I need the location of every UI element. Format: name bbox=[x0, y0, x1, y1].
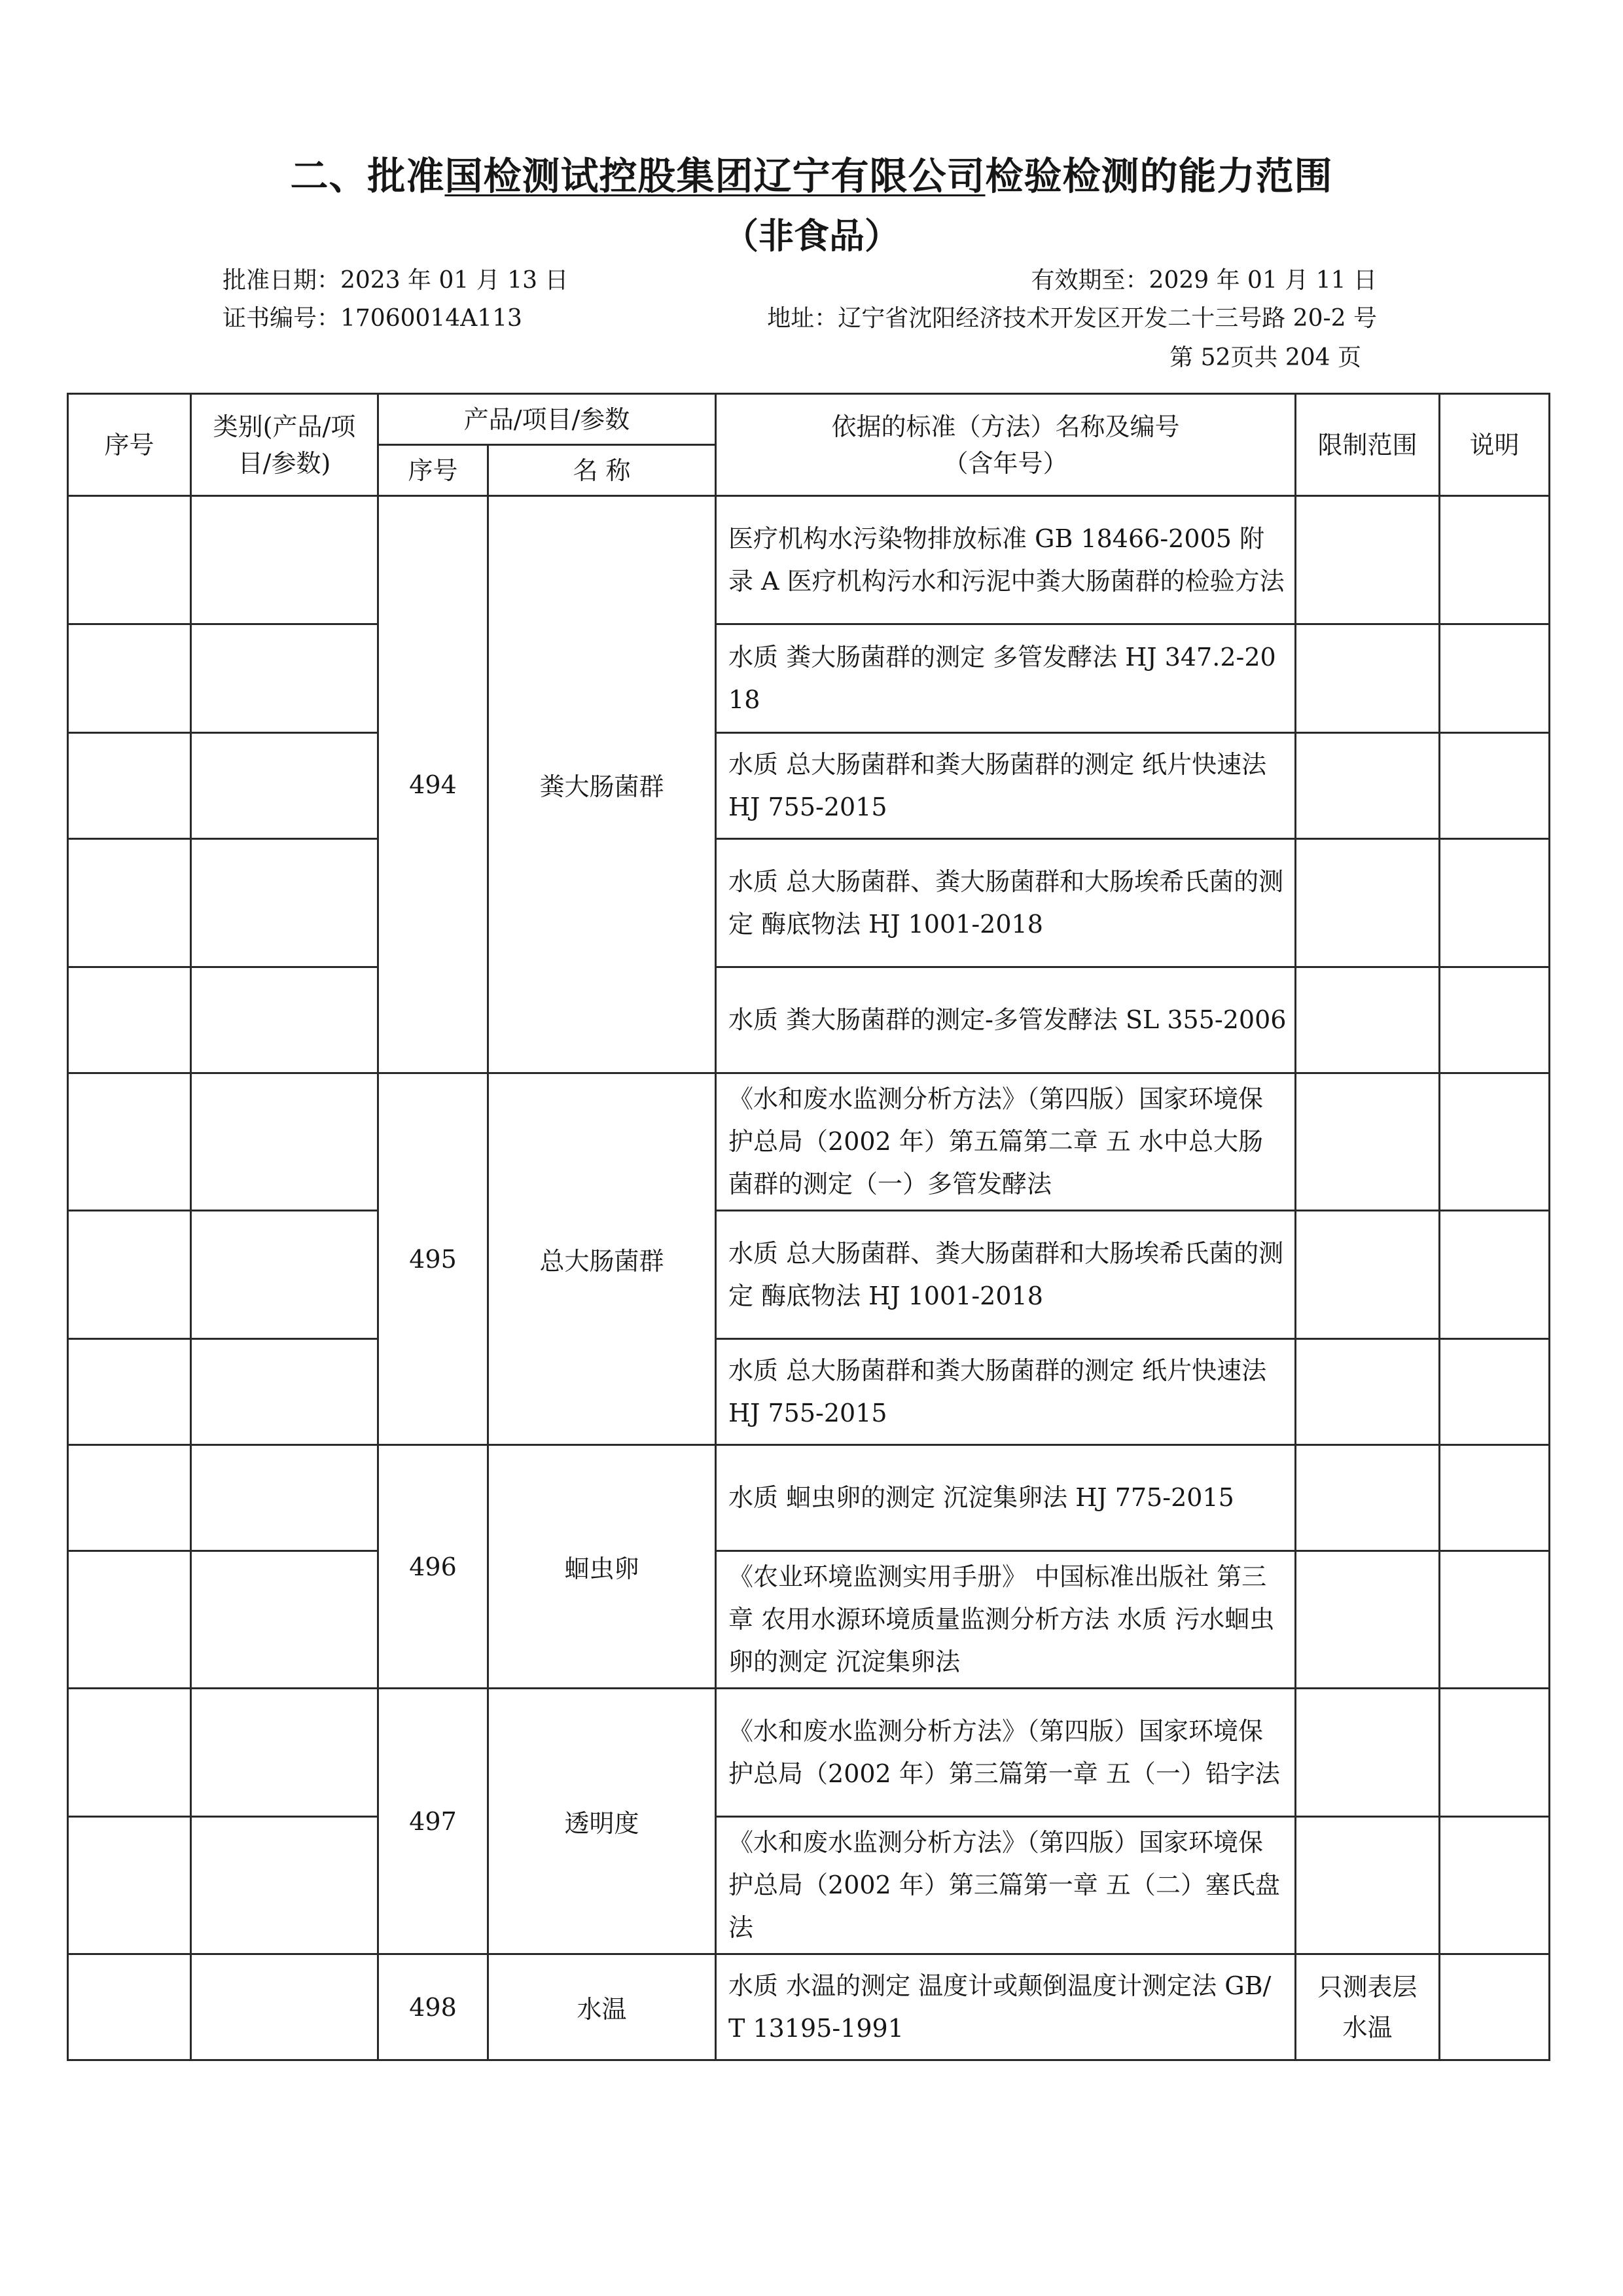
standard-cell: 水质 总大肠菌群和粪大肠菌群的测定 纸片快速法 HJ 755-2015 bbox=[716, 733, 1296, 839]
note-cell bbox=[1440, 624, 1550, 733]
header-category: 类别(产品/项目/参数) bbox=[191, 394, 378, 496]
table-row bbox=[68, 624, 1550, 733]
table-row bbox=[68, 1954, 1550, 2060]
limit-cell bbox=[1296, 839, 1440, 967]
limit-cell bbox=[1296, 1689, 1440, 1817]
table-row bbox=[68, 1073, 1550, 1211]
standard-cell: 水质 粪大肠菌群的测定-多管发酵法 SL 355-2006 bbox=[716, 967, 1296, 1073]
note-cell bbox=[1440, 1073, 1550, 1211]
limit-cell bbox=[1296, 624, 1440, 733]
item-name: 水温 bbox=[488, 1954, 716, 2060]
header-sub-name: 名 称 bbox=[488, 445, 716, 496]
document-title bbox=[0, 145, 1623, 200]
title-prefix: 二、批准 bbox=[290, 154, 445, 198]
limit-cell bbox=[1296, 1551, 1440, 1689]
table-row bbox=[68, 1551, 1550, 1689]
header-standard: 依据的标准（方法）名称及编号（含年号） bbox=[716, 394, 1296, 496]
limit-cell bbox=[1296, 1073, 1440, 1211]
title-organization: 国检测试控股集团辽宁有限公司 bbox=[444, 154, 986, 198]
table-row bbox=[68, 1689, 1550, 1817]
capability-table bbox=[67, 393, 1550, 2061]
limit-cell: 只测表层水温 bbox=[1296, 1954, 1440, 2060]
item-name: 透明度 bbox=[488, 1689, 716, 1954]
note-cell bbox=[1440, 1211, 1550, 1339]
limit-cell bbox=[1296, 733, 1440, 839]
item-number: 494 bbox=[378, 496, 488, 1073]
category-cell bbox=[191, 1954, 378, 2060]
seq-cell bbox=[68, 733, 191, 839]
table-row bbox=[68, 496, 1550, 624]
category-cell bbox=[191, 1211, 378, 1339]
category-cell bbox=[191, 839, 378, 967]
limit-cell bbox=[1296, 1817, 1440, 1954]
limit-cell bbox=[1296, 1211, 1440, 1339]
standard-cell: 医疗机构水污染物排放标准 GB 18466-2005 附录 A 医疗机构污水和污泥中粪大肠菌群的检验方法 bbox=[716, 496, 1296, 624]
seq-cell bbox=[68, 1073, 191, 1211]
seq-cell bbox=[68, 967, 191, 1073]
title-suffix: 检验检测的能力范围 bbox=[985, 154, 1333, 198]
table-row bbox=[68, 839, 1550, 967]
standard-cell: 水质 总大肠菌群、粪大肠菌群和大肠埃希氏菌的测定 酶底物法 HJ 1001-2018 bbox=[716, 839, 1296, 967]
category-cell bbox=[191, 1339, 378, 1445]
category-cell bbox=[191, 1551, 378, 1689]
item-number: 495 bbox=[378, 1073, 488, 1445]
header-note: 说明 bbox=[1440, 394, 1550, 496]
standard-cell: 水质 总大肠菌群、粪大肠菌群和大肠埃希氏菌的测定 酶底物法 HJ 1001-2018 bbox=[716, 1211, 1296, 1339]
seq-cell bbox=[68, 1339, 191, 1445]
seq-cell bbox=[68, 1211, 191, 1339]
note-cell bbox=[1440, 496, 1550, 624]
seq-cell bbox=[68, 496, 191, 624]
seq-cell bbox=[68, 1954, 191, 2060]
category-cell bbox=[191, 1073, 378, 1211]
category-cell bbox=[191, 967, 378, 1073]
header-product-group: 产品/项目/参数 bbox=[378, 394, 716, 445]
seq-cell bbox=[68, 839, 191, 967]
standard-cell: 《农业环境监测实用手册》 中国标准出版社 第三章 农用水源环境质量监测分析方法 水质 污水蛔虫卵的测定 沉淀集卵法 bbox=[716, 1551, 1296, 1689]
table-row bbox=[68, 1211, 1550, 1339]
standard-cell: 《水和废水监测分析方法》（第四版）国家环境保护总局（2002 年）第三篇第一章 五（一）铅字法 bbox=[716, 1689, 1296, 1817]
category-cell bbox=[191, 733, 378, 839]
certificate-number: 证书编号：17060014A113 bbox=[223, 305, 522, 332]
note-cell bbox=[1440, 839, 1550, 967]
limit-cell bbox=[1296, 1445, 1440, 1551]
address: 地址：辽宁省沈阳经济技术开发区开发二十三号路 20-2 号 bbox=[767, 305, 1377, 332]
standard-cell: 《水和废水监测分析方法》（第四版）国家环境保护总局（2002 年）第三篇第一章 五（二）塞氏盘法 bbox=[716, 1817, 1296, 1954]
item-name: 蛔虫卵 bbox=[488, 1445, 716, 1689]
note-cell bbox=[1440, 967, 1550, 1073]
table-row bbox=[68, 1817, 1550, 1954]
table-row bbox=[68, 967, 1550, 1073]
standard-cell: 《水和废水监测分析方法》（第四版）国家环境保护总局（2002 年）第五篇第二章 五 水中总大肠菌群的测定（一）多管发酵法 bbox=[716, 1073, 1296, 1211]
note-cell bbox=[1440, 1954, 1550, 2060]
page-info: 第 52页共 204 页 bbox=[1169, 344, 1361, 371]
limit-cell bbox=[1296, 1339, 1440, 1445]
note-cell bbox=[1440, 1445, 1550, 1551]
header-limit: 限制范围 bbox=[1296, 394, 1440, 496]
note-cell bbox=[1440, 1817, 1550, 1954]
standard-cell: 水质 总大肠菌群和粪大肠菌群的测定 纸片快速法 HJ 755-2015 bbox=[716, 1339, 1296, 1445]
table-row bbox=[68, 733, 1550, 839]
category-cell bbox=[191, 496, 378, 624]
category-cell bbox=[191, 624, 378, 733]
item-number: 497 bbox=[378, 1689, 488, 1954]
limit-cell bbox=[1296, 496, 1440, 624]
header-sub-seq: 序号 bbox=[378, 445, 488, 496]
item-name: 粪大肠菌群 bbox=[488, 496, 716, 1073]
standard-cell: 水质 蛔虫卵的测定 沉淀集卵法 HJ 775-2015 bbox=[716, 1445, 1296, 1551]
seq-cell bbox=[68, 1817, 191, 1954]
category-cell bbox=[191, 1445, 378, 1551]
table-row bbox=[68, 1339, 1550, 1445]
note-cell bbox=[1440, 1339, 1550, 1445]
item-number: 496 bbox=[378, 1445, 488, 1689]
note-cell bbox=[1440, 1689, 1550, 1817]
item-number: 498 bbox=[378, 1954, 488, 2060]
standard-cell: 水质 粪大肠菌群的测定 多管发酵法 HJ 347.2-2018 bbox=[716, 624, 1296, 733]
valid-until: 有效期至：2029 年 01 月 11 日 bbox=[1031, 267, 1377, 294]
note-cell bbox=[1440, 1551, 1550, 1689]
item-name: 总大肠菌群 bbox=[488, 1073, 716, 1445]
approval-date: 批准日期：2023 年 01 月 13 日 bbox=[223, 267, 569, 294]
header-seq: 序号 bbox=[68, 394, 191, 496]
document-subtitle: （非食品） bbox=[723, 215, 900, 257]
note-cell bbox=[1440, 733, 1550, 839]
seq-cell bbox=[68, 1445, 191, 1551]
category-cell bbox=[191, 1689, 378, 1817]
seq-cell bbox=[68, 1689, 191, 1817]
category-cell bbox=[191, 1817, 378, 1954]
standard-cell: 水质 水温的测定 温度计或颠倒温度计测定法 GB/T 13195-1991 bbox=[716, 1954, 1296, 2060]
seq-cell bbox=[68, 1551, 191, 1689]
limit-cell bbox=[1296, 967, 1440, 1073]
table-row bbox=[68, 1445, 1550, 1551]
seq-cell bbox=[68, 624, 191, 733]
